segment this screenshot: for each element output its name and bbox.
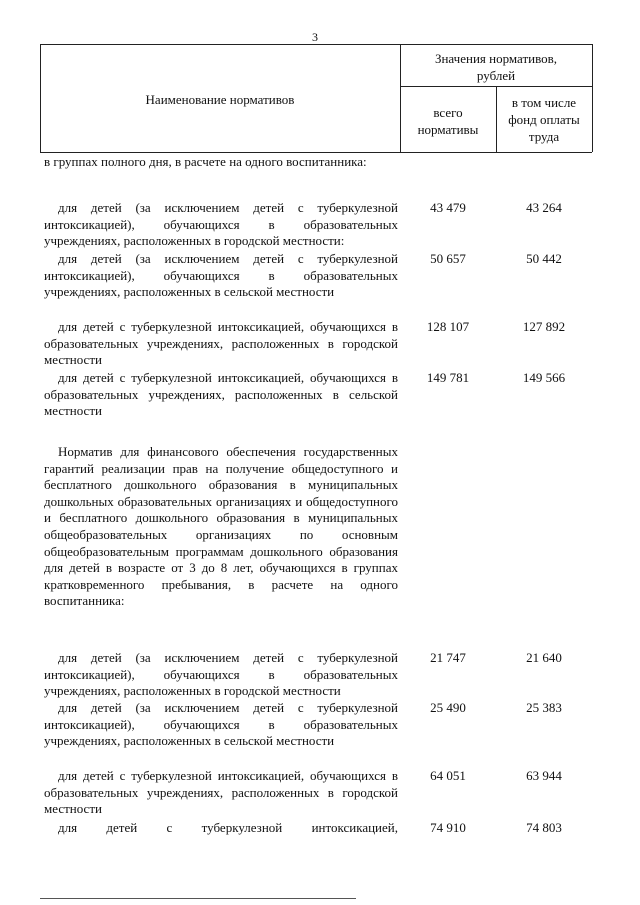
table-top-border	[40, 44, 592, 45]
row-text: для детей с туберкулезной интоксикацией,	[58, 820, 398, 835]
row-text: для детей (за исключением детей с туберкулезной интоксикацией), обучающихся в образовательных учреждениях, расположенных в городской местности:	[44, 200, 398, 249]
row-payroll-value: 21 640	[526, 650, 562, 665]
header-name-column: Наименование нормативов	[145, 92, 295, 107]
row-total-value: 43 479	[430, 200, 466, 215]
row-text: для детей (за исключением детей с туберкулезной интоксикацией), обучающихся в образовательных учреждениях, расположенных в сельской местности	[44, 700, 398, 749]
values-col-divider	[496, 86, 497, 152]
row-total-value: 21 747	[430, 650, 466, 665]
row-payroll-value: 25 383	[526, 700, 562, 715]
row-text: для детей с туберкулезной интоксикацией, обучающихся в образовательных учреждениях, расположенных в городской местности	[44, 768, 398, 817]
row-payroll-value: 74 803	[526, 820, 562, 835]
row-text: для детей с туберкулезной интоксикацией, обучающихся в образовательных учреждениях, расположенных в городской местности	[44, 319, 398, 368]
row-payroll-value: 127 892	[522, 319, 566, 334]
header-bottom-border	[40, 152, 592, 153]
page-bottom-rule	[40, 898, 356, 899]
header-payroll-column: в том числе фонд оплаты труда	[508, 95, 580, 144]
header-values-group: Значения нормативов, рублей	[434, 51, 558, 83]
row-text: для детей (за исключением детей с туберкулезной интоксикацией), обучающихся в образовательных учреждениях, расположенных в сельской местности	[44, 251, 398, 300]
row-payroll-value: 50 442	[526, 251, 562, 266]
row-payroll-value: 43 264	[526, 200, 562, 215]
row-total-value: 64 051	[430, 768, 466, 783]
row-total-value: 74 910	[430, 820, 466, 835]
row-total-value: 149 781	[426, 370, 470, 385]
row-total-value: 25 490	[430, 700, 466, 715]
page-number: 3	[312, 30, 318, 44]
name-col-divider	[400, 44, 401, 152]
section-heading-text: Норматив для финансового обеспечения государственных гарантий реализации прав на получение общедоступного и бесплатного дошкольного образования в муниципальных дошкольных образовательных организациях и общедоступного и бесплатного дошкольного образования в муниципальных общеобразовательных организациях по основным общеобразовательным программам дошкольного образования для детей в возрасте от 3 до 8 лет, обучающихся в группах кратковременного пребывания, в расчете на одного воспитанника:	[44, 444, 398, 609]
header-total-column: всего нормативы	[417, 105, 479, 137]
row-total-value: 50 657	[430, 251, 466, 266]
row-text: для детей (за исключением детей с туберкулезной интоксикацией), обучающихся в образовательных учреждениях, расположенных в городской местности	[44, 650, 398, 699]
row-text: для детей с туберкулезной интоксикацией, обучающихся в образовательных учреждениях, расположенных в сельской местности	[44, 370, 398, 419]
row-total-value: 128 107	[426, 319, 470, 334]
table-right-border	[592, 44, 593, 152]
row-payroll-value: 149 566	[522, 370, 566, 385]
row-text: в группах полного дня, в расчете на одного воспитанника:	[44, 154, 367, 169]
row-payroll-value: 63 944	[526, 768, 562, 783]
